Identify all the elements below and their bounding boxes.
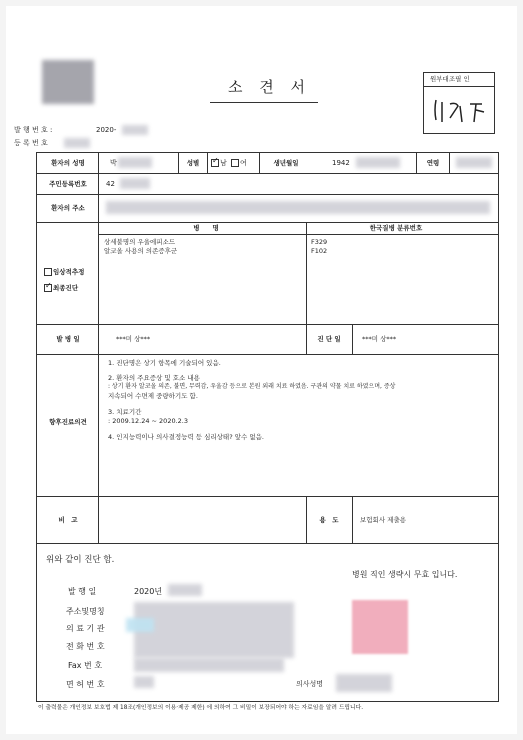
license-label: 면 허 번 호: [66, 680, 105, 689]
opinion-label: 향후진료의견: [49, 418, 87, 426]
clinical-diagnosis-checkbox: [44, 268, 52, 276]
title-underline: [210, 102, 318, 103]
opinion-line-6: : 2009.12.24 ~ 2020.2.3: [108, 417, 188, 425]
disease-code-header: 한국질병 분류번호: [369, 224, 423, 232]
purpose-label: 용 도: [319, 516, 339, 524]
birth-value: 1942: [332, 159, 350, 167]
opinion-line-3: : 상기 환자 알코올 의존, 불면, 무력감, 우울감 등으로 본원 외래 치료 하였음. 구관의 약물 치료 하였으며, 증상: [108, 383, 396, 390]
handwritten-signature: [430, 92, 490, 128]
opinion-line-5: 3. 치료기간: [108, 408, 142, 416]
disease-line-1: 상세불명의 우울에피소드: [104, 238, 176, 246]
diagnosis-date-label: 진 단 일: [317, 335, 341, 343]
opinion-line-4: 지속되어 수면제 중량하기도 함.: [108, 392, 198, 400]
opinion-line-2: 2. 환자의 주요증상 및 호소 내용: [108, 374, 200, 382]
issue-date-label: 발 행 일: [68, 587, 97, 596]
document-title: 소 견 서: [228, 78, 312, 96]
issue-number-value: 2020-: [96, 126, 117, 134]
fax-label: Fax 번 호: [68, 661, 103, 670]
gender-label: 성별: [186, 159, 200, 167]
resident-number-label: 주민등록번호: [49, 180, 87, 188]
issue-number-label: 발 행 번 호 :: [14, 126, 53, 134]
clinical-diagnosis-option: 임상적추정: [44, 268, 84, 276]
privacy-footer: 이 출력물은 개인정보 보호법 제 18조(개인정보의 이용·제공 제한) 에 의하여 그 비밀이 보장되어야 하는 자료임을 알려 드립니다.: [38, 705, 364, 711]
org-address-label: 주소및명칭: [66, 607, 105, 616]
opinion-line-7: 4. 인지능력이나 의사결정능력 등 심리상태? 앞수 없음.: [108, 433, 264, 441]
gender-female-checkbox: [231, 159, 239, 167]
gender-options: ✓ 남 여: [211, 159, 247, 167]
disease-line-2: 알코올 사용의 의존증후군: [104, 247, 178, 255]
institution-label: 의 료 기 관: [66, 624, 105, 633]
age-label: 연령: [426, 159, 440, 167]
onset-value: ***미 상***: [116, 335, 151, 343]
redacted-name: [118, 157, 152, 168]
onset-label: 발 병 일: [56, 335, 80, 343]
diagnosis-date-value: ***미 상***: [362, 335, 397, 343]
stamp-label: 원부대조필 인: [430, 75, 470, 83]
final-diagnosis-option: ✓최종진단: [44, 284, 78, 292]
remarks-label: 비 고: [58, 516, 78, 524]
gender-male-checkbox: [211, 159, 219, 167]
phone-label: 전 화 번 호: [66, 642, 105, 651]
address-label: 환자의 주소: [51, 204, 85, 212]
seal-notice: 병원 직인 생략시 무효 입니다.: [352, 570, 458, 579]
document-page: 소 견 서 원부대조필 인 발 행 번 호 : 2020- 등 록 번 호 환자의 성명 박 성별 ✓ 남 여 생년월일 1942 연령 주민등록번호 42 환자의 주소 병 명 한국질병 분류번호 상세불명의 우울에피소드 알코올 사용의 의존증후군 F329 F102 임상적추정 ✓최종진단 발 병 일 ***미 상*** 진 단 일 ***미 상*** 향후진료의견 1. 진단명은 상기 항목에 기술되어 있음. 2. 환자의 주요증상 및 호소 내용 : 상기 환자 알코올 의존, 불면, 무력감, 우울감 등으로 본원 외래 치료 하였음. 구관의 약물 치료 하였으며, 증상 지속되어 수면제 중량하기도 함. 3. 치료기간 : 2009.12.24 ~ 2020.2.3 4. 인지능력이나 의사결정능력 등 심리상태? 앞수 없음. 비 고 용 도 보험회사 제출용 위와 같이 진단 함. 병원 직인 생략시 무효 입니다. 발 행 일 2020년 주소및명칭 의 료 기 관 전 화 번 호 Fax 번 호 면 허 번 호 의사성명 이 출력물은 개인정보 보호법 제 18조(개인정보의 이용·제공 제한) 에 의하여 그 비밀이 보장되어야 하는 자료임을 알려 드립니다.: [6, 6, 517, 734]
disease-header: 병 명: [193, 224, 219, 232]
patient-name-label: 환자의 성명: [51, 159, 85, 167]
resident-number-value: 42: [106, 180, 115, 188]
opinion-line-1: 1. 진단명은 상기 항목에 기술되어 있음.: [108, 359, 221, 367]
redacted-institution: [134, 602, 294, 658]
issue-date-value: 2020년: [134, 587, 163, 596]
diagnosed-statement: 위와 같이 진단 함.: [46, 555, 115, 565]
blurred-logo: [42, 60, 94, 104]
purpose-value: 보험회사 제출용: [360, 516, 407, 524]
birth-label: 생년월일: [273, 159, 299, 167]
hospital-seal: [352, 600, 408, 654]
redacted-address: [106, 201, 490, 214]
final-diagnosis-checkbox: [44, 284, 52, 292]
registration-number-label: 등 록 번 호: [14, 139, 48, 147]
disease-code-1: F329: [311, 238, 328, 246]
doctor-label: 의사성명: [296, 680, 324, 688]
disease-code-2: F102: [311, 247, 328, 255]
